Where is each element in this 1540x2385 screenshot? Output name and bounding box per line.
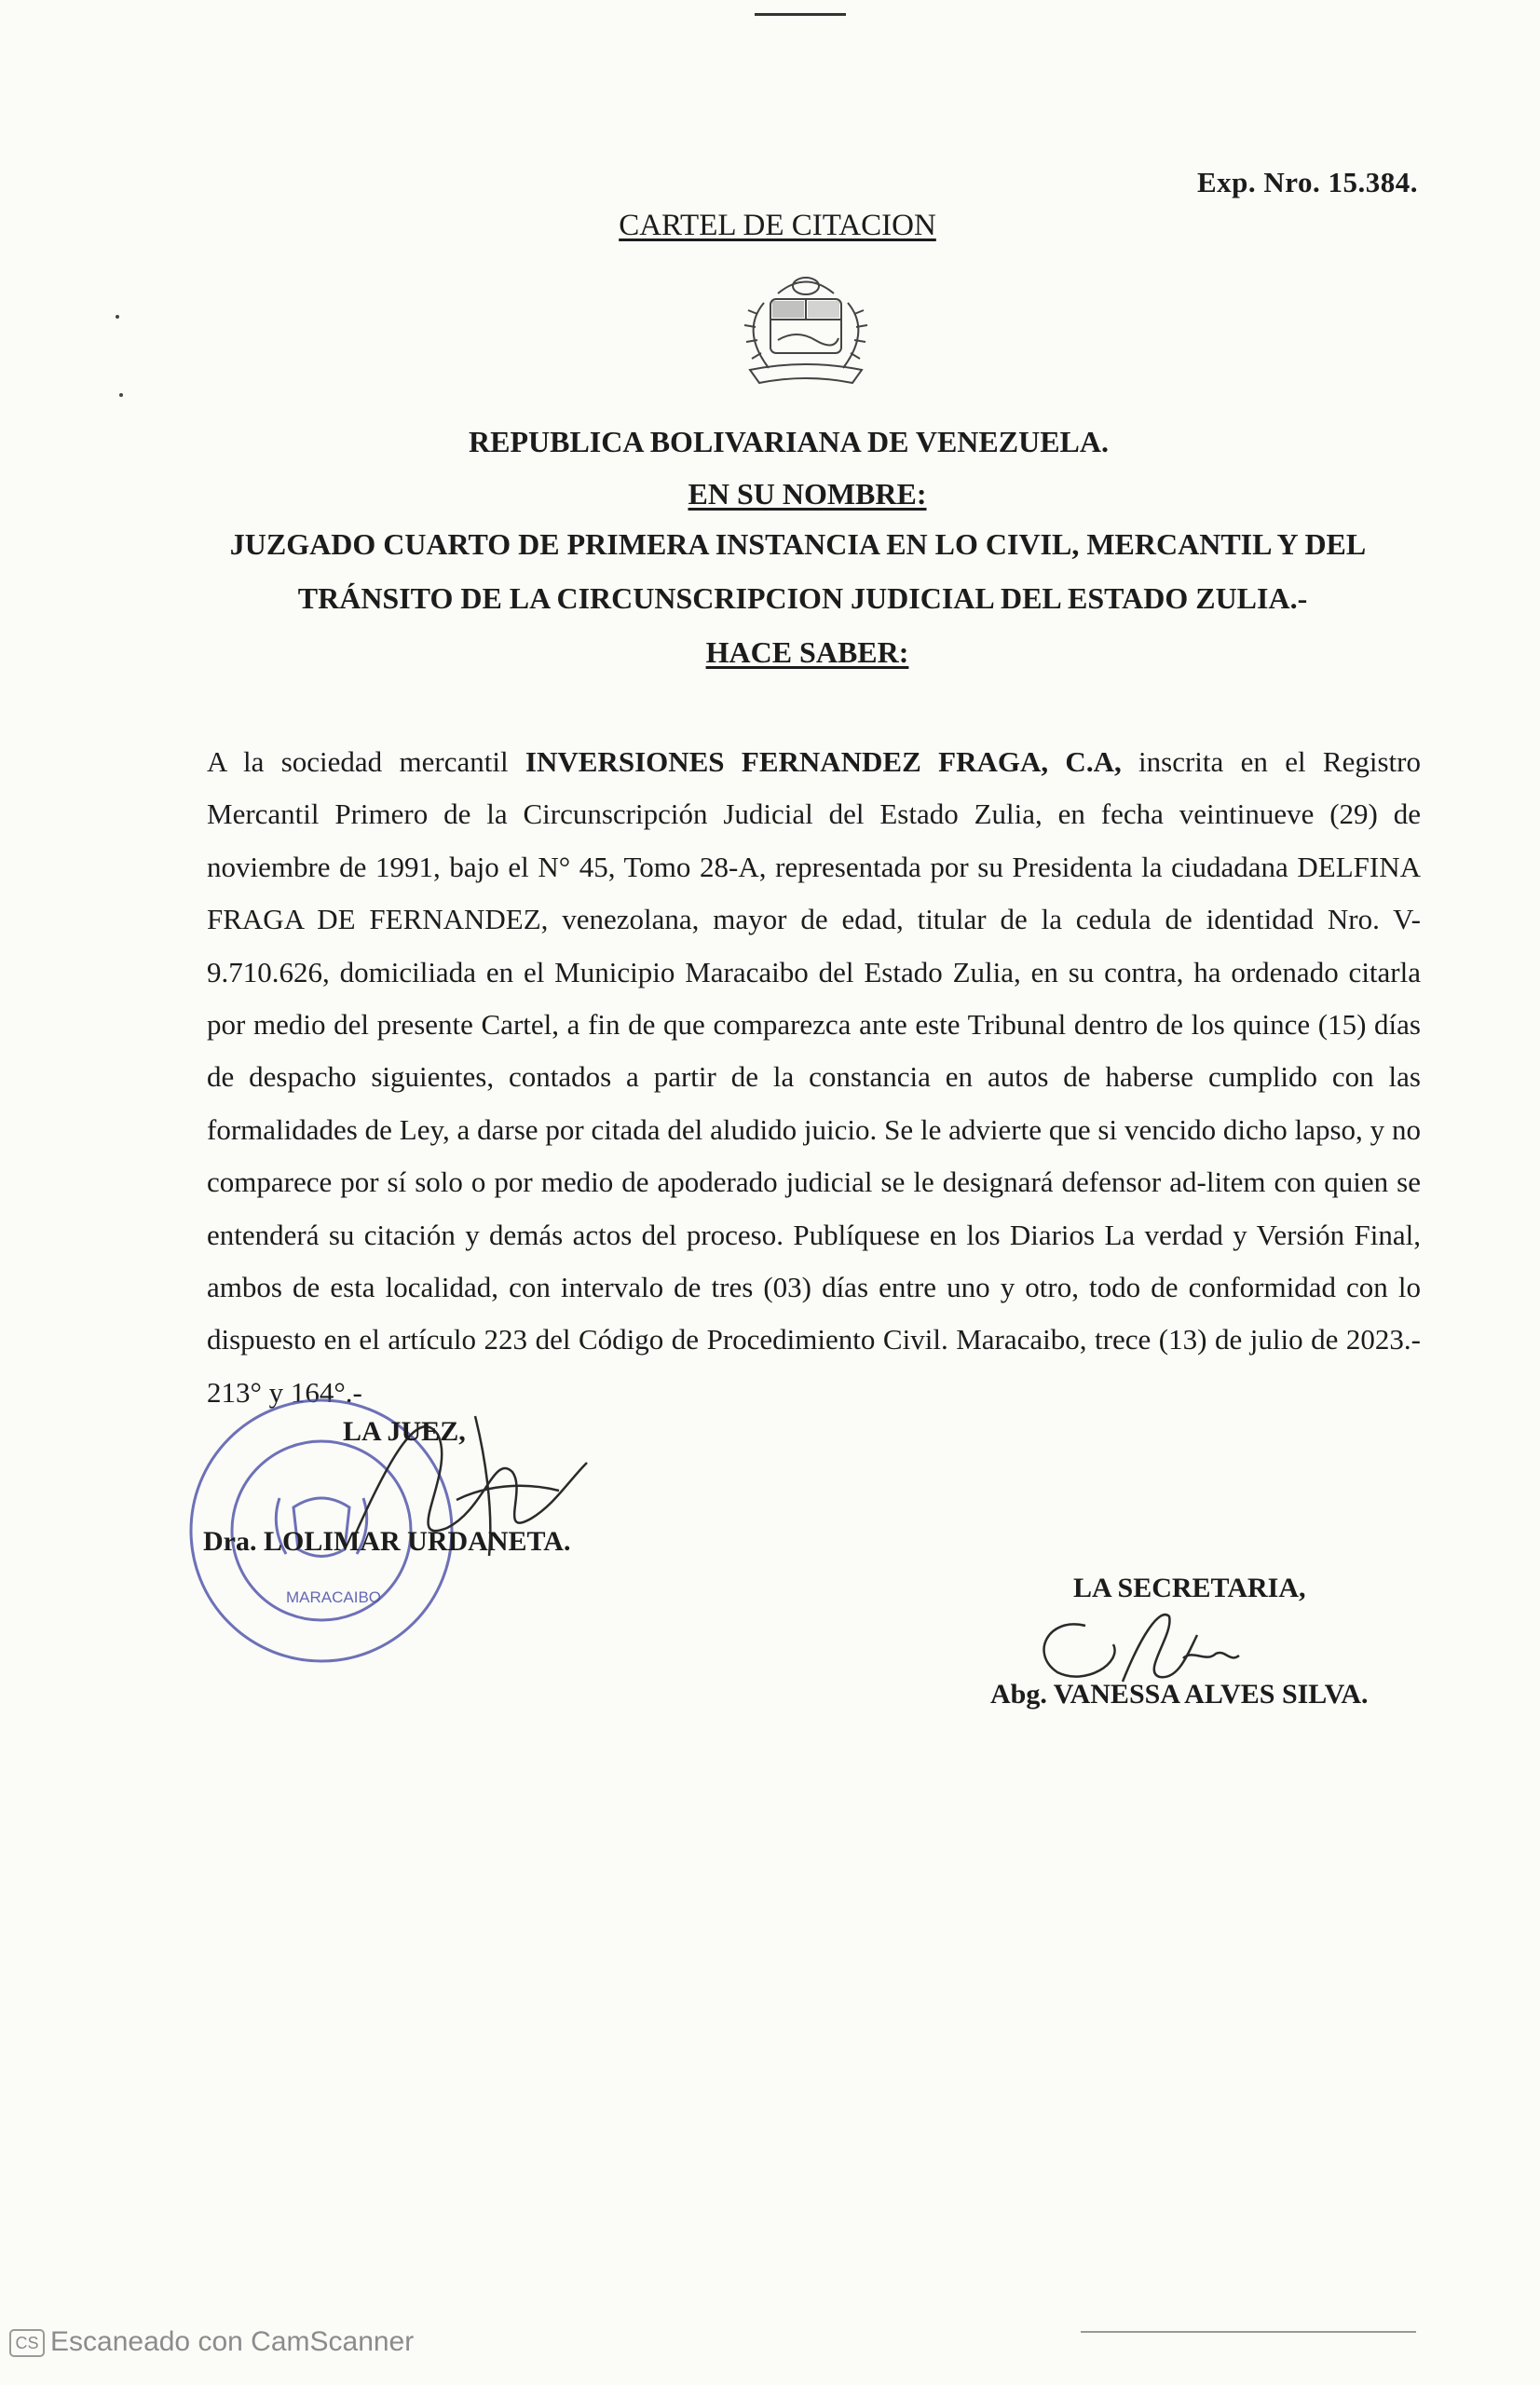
body-rest: inscrita en el Registro Mercantil Primero de la Circunscripción Judicial del Estado Zulia, en fecha veintinueve (29) de noviembre de 1991, bajo el N° 45, Tomo 28-A, representada por su Presidenta la ciudadana DELFINA FRAGA DE FERNANDEZ, venezolana, mayor de edad, titular de la cedula de identidad Nro. V-9.710.626, domiciliada en el Municipio Maracaibo del Estado Zulia, en su contra, ha ordenado citarla por medio del presente Cartel, a fin de que comparezca ante este Tribunal dentro de los quince (15) días de despacho siguientes, contados a partir de la constancia en autos de haberse cumplido con las formalidades de Ley, a darse por citada del aludido juicio. Se le advierte que si vencido dicho lapso, y no comparece por sí solo o por medio de apoderado judicial se le designará defensor ad-litem con quien se entenderá su citación y demás actos del proceso. Publíquese en los Diarios La verdad y Versión Final, ambos de esta localidad, con intervalo de tres (03) días entre uno y otro, todo de conformidad con lo dispuesto en el artículo 223 del Código de Procedimiento Civil. Maracaibo, trece (13) de julio de 2023.- 213° y 164°.- [207,745,1421,1409]
scan-speck [119,393,123,397]
body-intro: A la sociedad mercantil [207,745,525,778]
secretary-name: Abg. VANESSA ALVES SILVA. [990,1679,1369,1710]
top-mark-line [755,13,846,16]
coat-of-arms-icon [713,266,899,405]
camscanner-logo: CS [9,2329,45,2357]
document-title: CARTEL DE CITACION [619,209,936,242]
company-name: INVERSIONES FERNANDEZ FRAGA, C.A, [525,745,1122,778]
judge-name: Dra. LOLIMAR URDANETA. [203,1526,571,1557]
camscanner-watermark: Escaneado con CamScanner [50,2326,415,2357]
citation-body [207,736,1421,1419]
expediente-number: Exp. Nro. 15.384. [1197,166,1419,198]
heading-hace-saber: HACE SABER: [705,635,909,669]
bottom-edge-line [1081,2331,1416,2333]
heading-transito: TRÁNSITO DE LA CIRCUNSCRIPCION JUDICIAL DEL ESTADO ZULIA.- [297,581,1308,615]
seal-city: MARACAIBO [286,1588,382,1606]
heading-en-su-nombre: EN SU NOMBRE: [688,477,927,511]
scan-speck [116,315,119,319]
heading-republica: REPUBLICA BOLIVARIANA DE VENEZUELA. [469,425,1109,458]
judge-role: LA JUEZ, [343,1416,466,1447]
heading-juzgado: JUZGADO CUARTO DE PRIMERA INSTANCIA EN LO CIVIL, MERCANTIL Y DEL [229,527,1367,561]
secretary-role: LA SECRETARIA, [1073,1573,1306,1603]
